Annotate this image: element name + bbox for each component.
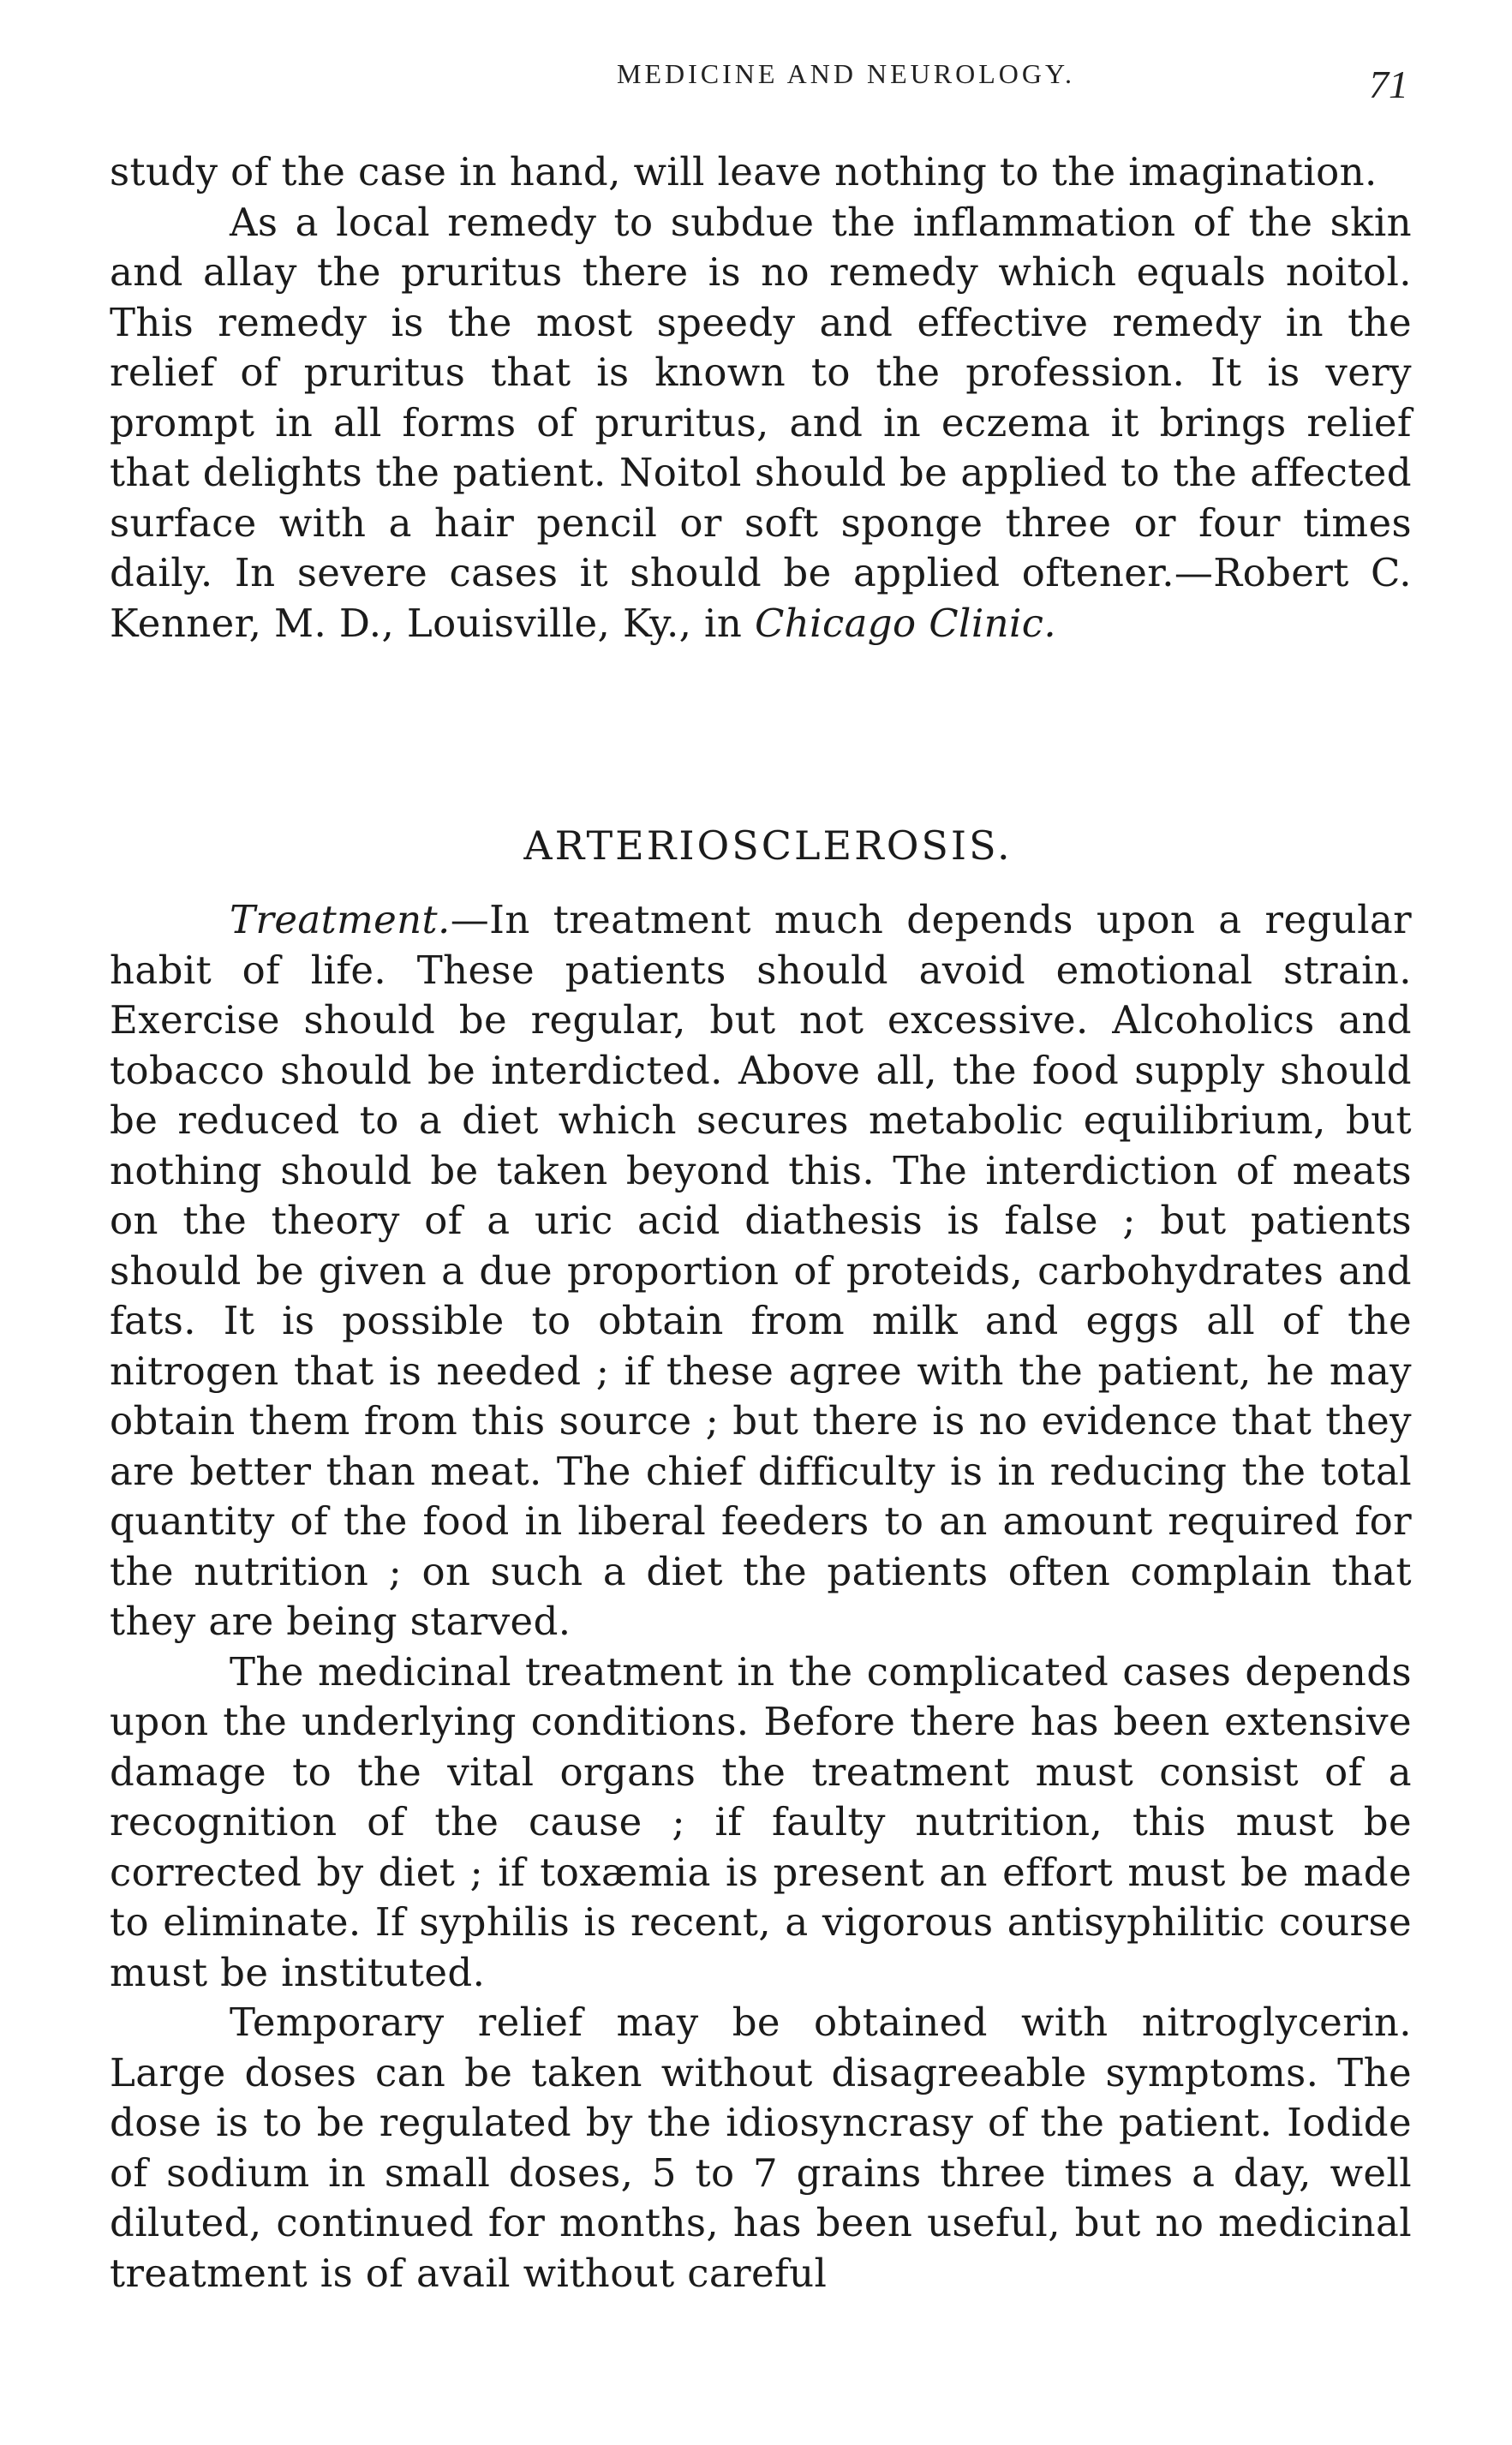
noitol-text-block (110, 147, 1412, 649)
arteriosclerosis-text-block (110, 895, 1412, 2299)
continued-paragraph: study of the case in hand, will leave nothing to the imagination. (110, 149, 1378, 194)
section-heading (0, 822, 1512, 869)
noitol-paragraph (110, 198, 1412, 649)
medicinal-paragraph: The medicinal treatment in the complicated cases depends upon the underlying conditions. Before there has been extensive damage to the vital organs the treatment must consist of a recognition of the cause ; if faulty nutrition, this must be corrected by diet ; if toxæmia is present an effort must be made to eliminate. If syphilis is recent, a vigorous antisyphilitic course must be instituted. (110, 1648, 1412, 1995)
running-head: MEDICINE AND NEUROLOGY. (617, 58, 1075, 89)
treatment-lead: Treatment. (230, 897, 451, 942)
treatment-paragraph-body: —In treatment much depends upon a regular habit of life. These patients should avoid emotional strain. Exercise should be regular, but not excessive. Alcoholics and tobacco should be interdicted. Above all, the food supply should be reduced to a diet which secures metabolic equilibrium, but nothing should be taken beyond this. The interdiction of meats on the theory of a uric acid diathesis is false ; but patients should be given a due proportion of proteids, carbohydrates and fats. It is possible to obtain from milk and eggs all of the nitrogen that is needed ; if these agree with the patient, he may obtain them from this source ; but there is no evidence that they are better than meat. The chief difficulty is in reducing the total quantity of the food in liberal feeders to an amount required for the nutrition ; on such a diet the patients often complain that they are being starved. (110, 897, 1412, 1644)
section-heading-text: ARTERIOSCLEROSIS. (523, 822, 1013, 869)
noitol-paragraph-body: As a local remedy to subdue the inflammation of the skin and allay the pruritus there is no remedy which equals noitol. This remedy is the most speedy and effective remedy in the relief of pruritus that is known to the profession. It is very prompt in all forms of pruritus, and in eczema it brings relief that delights the patient. Noitol should be applied to the affected surface with a hair pencil or soft sponge three or four times daily. In severe cases it should be applied oftener.—Robert C. Kenner, M. D., Louisville, Ky., in (110, 199, 1412, 646)
relief-paragraph: Temporary relief may be obtained with nitroglycerin. Large doses can be taken without disagreeable symptoms. The dose is to be regulated by the idiosyncrasy of the patient. Iodide of sodium in small doses, 5 to 7 grains three times a day, well diluted, continued for months, has been useful, but no medicinal treatment is of avail without careful (110, 2000, 1412, 2296)
treatment-paragraph (110, 895, 1412, 1647)
journal-citation: Chicago Clinic. (754, 600, 1057, 646)
page-number: 71 (1369, 63, 1408, 106)
